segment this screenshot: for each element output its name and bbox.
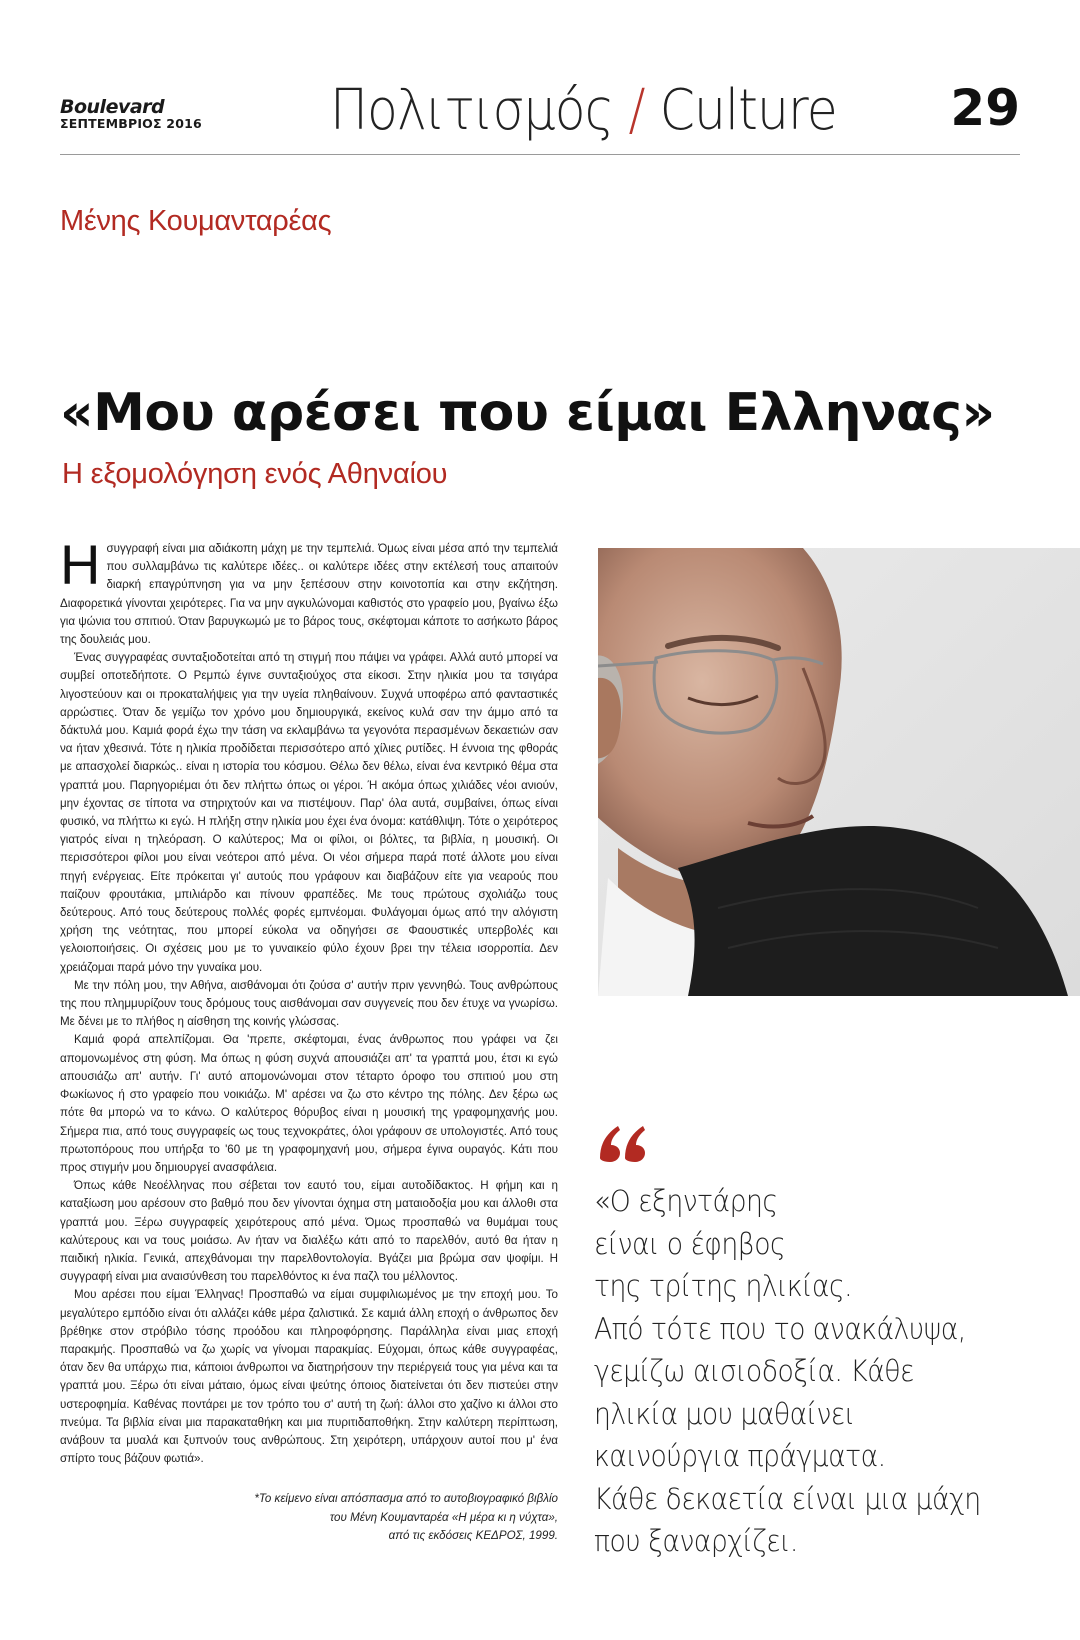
source-footnote [60,1490,558,1546]
article-paragraph: Με την πόλη μου, την Αθήνα, αισθάνομαι ότι ζούσα σ' αυτήν πριν γεννηθώ. Τους ανθρώπους της που πλημμυρίζουν τους δρόμους τους αισθάνομαι σαν συγγενείς που δεν έτυχε να γνωρίσω. Με δένει με το πλήθος η αίσθηση της κοινής γλώσσας. [60,978,558,1029]
page-number: 29 [950,79,1020,137]
article-paragraph: Όπως κάθε Νεοέλληνας που σέβεται τον εαυτό του, είμαι αυτοδίδακτος. Η φήμη και η καταξίωση μου αρέσουν στο βαθμό που δεν γίνονται όχημα στη ματαιοδοξία μου και άλλοθι στα γραπτά μου. Ξέρω συγγραφείς χειρότερους από μένα. Όμως προσπαθώ να θυμάμαι τους καλύτερους και να τους μοιάσω. Αν ήταν να διαλέξω κάτι από το παρελθόν, αυτό θα ήταν η παιδική ηλικία. Γενικά, απεχθάνομαι την παρελθοντολογία. Βγάζει μια βρώμα σαν ψοφίμι. Η συγγραφή είναι μια αναισύνθεση του παρελθόντος κι ένα παζλ του μέλλοντος. [60,1179,558,1284]
pull-quote-line: είναι ο έφηβος [594,1226,786,1261]
footnote-line: του Μένη Κουμανταρέα «Η μέρα κι η νύχτα», [329,1510,558,1524]
article-paragraph-text: συγγραφή είναι μια αδιάκοπη μάχη με την τεμπελιά. Όμως είναι μέσα από την τεμπελιά που συλλαμβάνω τις καλύτερε ιδέες.. οι καλύτερε ιδέες στην εκτέλεσή τους απαιτούν διαρκή επαγρύπνηση για να μην ξεπέσουν στην κοινοτοπία και στην εκζήτηση. Διαφορετικά γίνονται χειρότερες. Για να μην αγκυλώνομαι καθιστός στο γραφείο μου, βγαίνω έξω για ψώνια του σπιτιού. Όταν βαρυγκωμώ με το βάρος τους, σκέφτομαι κάποτε το ασήκωτο βάρος της δουλειάς μου. [60,542,558,647]
pull-quote [594,1180,990,1563]
author-portrait [598,548,1080,996]
author-byline: Μένης Κουμανταρέας [60,205,332,237]
section-divider: / [628,78,645,143]
footnote-line: *Το κείμενο είναι απόσπασμα από το αυτοβιογραφικό βιβλίο [254,1492,558,1506]
footnote-line: από τις εκδόσεις ΚΕΔΡΟΣ, 1999. [388,1529,558,1543]
pull-quote-line: Κάθε δεκαετία είναι μια μάχη [594,1481,981,1516]
brand-name: Boulevard [60,96,165,118]
article-body [60,533,558,1546]
portrait-illustration [598,548,1080,996]
masthead [60,98,202,131]
drop-cap: Η [60,533,101,596]
section-title-greek: Πολιτισμός [330,78,614,143]
pull-quote-line: καινούργια πράγματα. [594,1439,886,1473]
pull-quote-line: γεμίζω αισιοδοξία. Κάθε [594,1354,914,1388]
pull-quote-line: που ξαναρχίζει. [594,1524,798,1558]
pull-quote-line: «Ο εξηντάρης [594,1184,778,1218]
quote-mark-icon [598,1118,648,1168]
subheadline: Η εξομολόγηση ενός Αθηναίου [62,458,448,490]
page-header [60,70,1020,155]
headline: «Μου αρέσει που είμαι Ελληνας» [60,383,995,443]
article-paragraph: Μου αρέσει που είμαι Έλληνας! Προσπαθώ να είμαι συμφιλιωμένος με την εποχή μου. Το μεγαλύτερο εμπόδιο είναι ότι αλλάζει κάθε μέρα ζαλιστικά. Σε καμιά άλλη εποχή ο άνθρωπος δεν βρέθηκε στον στρόβιλο τόσης προόδου και πληροφόρησης. Παράλληλα είναι μιας εποχή παρακμής. Προσπαθώ να ζω χωρίς να γίνομαι παρακμίας. Εύχομαι, όπως κάθε συγγραφέας, όταν δεν θα υπάρχω πια, κάποιοι άνθρωποι να διατηρήσουν την περιέργειά τους για μένα και τα γραπτά μου. Ξέρω ότι είναι μάταιο, όμως είναι ψεύτης όποιος διατείνεται ότι δεν πιστεύει στην υστεροφημία. Καθένας ποντάρει με τον τρόπο του σ' αυτή τη ζωή: άλλοι στο χαζίνο κι άλλοι στο πνεύμα. Τα βιβλία είναι μια παρακαταθήκη και μια πυριτιδαποθήκη. Στην καλύτερη περίπτωση, ανάβουν τα μυαλά και ξυπνούν τους ανθρώπους. Στη χειρότερη, υπάρχουν αυτοί που μ' ένα σπίρτο τους βάζουν φωτιά». [60,1288,558,1466]
pull-quote-line: της τρίτης ηλικίας. [594,1269,853,1303]
section-title [330,78,837,144]
article-paragraph [60,533,558,649]
article-paragraph: Καμιά φορά απελπίζομαι. Θα 'πρεπε, σκέφτομαι, ένας άνθρωπος που γράφει να ζει απομονωμένος στη φύση. Μα όπως η φύση συχνά απουσιάζει απ' τα γραπτά μου, έτσι κι εγώ απουσιάζω απ' αυτήν. Γι' αυτό απομονώνομαι στον τέταρτο όροφο του σπιτιού μου στη Φωκίωνος ή στο γραφείο που νοικιάζω. Μ' αρέσει να ζω στο κέντρο της πόλης. Δεν ξέρω ως πότε θα μπορώ να το κάνω. Ο καλύτερος θόρυβος είναι η μουσική της γραφομηχανής μου. Σήμερα πια, από τους συγγραφείς ως τους τεχνοκράτες, όλοι γράφουν σε υπολογιστές. Από τους πρωτοπόρους που υπήρξα το '60 με τη γραφομηχανή μου, σήμερα έγινα ουραγός. Κάτι που προς στιγμήν μου δημιουργεί ανασφάλεια. [60,1033,558,1174]
issue-date: ΣΕΠΤΕΜΒΡΙΟΣ 2016 [60,116,202,131]
pull-quote-line: ηλικία μου μαθαίνει [594,1396,855,1431]
pull-quote-line: Από τότε που το ανακάλυψα, [594,1311,966,1346]
article-paragraph: Ένας συγγραφέας συνταξιοδοτείται από τη στιγμή που πάψει να γράφει. Αλλά αυτό μπορεί να συμβεί οποτεδήποτε. Ο Ρεμπώ έγινε συνταξιούχος στα είκοσι. Στην ηλικία μου τα τσιγάρα λιγοστεύουν και οι προκαταλήψεις για την υγεία πληθαίνουν. Συχνά υποφέρω από φανταστικές αρρώστιες. Όταν δε γεμίζω τον χρόνο μου δημιουργικά, εκείνος κυλά σαν την άμμο από τα δάκτυλά μου. Καμιά φορά έχω την τάση να εκλαμβάνω τα γεγονότα περασμένων δεκαετιών σαν να ήταν χθεσινά. Τότε η ηλικία προδίδεται περισσότερο από χίλιες ρυτίδες. Η έννοια της φθοράς με απασχολεί διαρκώς.. είναι η ιστορία του κόσμου. Θέλω δεν θέλω, είναι ένα κεντρικό θέμα στα γραπτά μου. Παρηγοριέμαι ότι δεν πλήττω όπως οι γέροι. Ή ακόμα όπως χιλιάδες νέοι ανιούν, μην έχοντας σε τίποτα να στηριχτούν και να πιστέψουν. Παρ' όλα αυτά, συμβαίνει, όπως είναι φυσικό, να πλήττω κι εγώ. Η πλήξη στην ηλικία μου έχει ένα όνομα: κατάθλιψη. Τότε ο χειρότερος γιατρός είναι η τηλεόραση. Ο καλύτερος; Μα οι φίλοι, οι βόλτες, τα βιβλία, η μουσική. Οι περισσότεροι φίλοι μου είναι νεότεροι από μένα. Οι νέοι σήμερα παρά ποτέ άλλοτε μου είναι πηγή ενέργειας. Είτε πρόκειται γι' αυτούς που γράφουν και διαβάζουν είτε για νεαρούς που παίζουν φρουτάκια, μπιλιάρδο και πίνουν φραπέδες. Με τους πρώτους σχολιάζω τους δεύτερους. Από τους δεύτερους πολλές φορές εμπνέομαι. Φυλάγομαι όμως από την αλόγιστη χρήση της νεότητας, που μπορεί εύκολα να οδηγήσει σε Φαουστικές υπερβολές και γελοιοποιήσεις. Οι σχέσεις μου με το γυναικείο φύλο έχουν βρει την τέλεια ισορροπία. Δεν χρειάζομαι παρά μόνο την γυναίκα μου. [60,651,558,974]
section-title-english: Culture [659,78,837,143]
